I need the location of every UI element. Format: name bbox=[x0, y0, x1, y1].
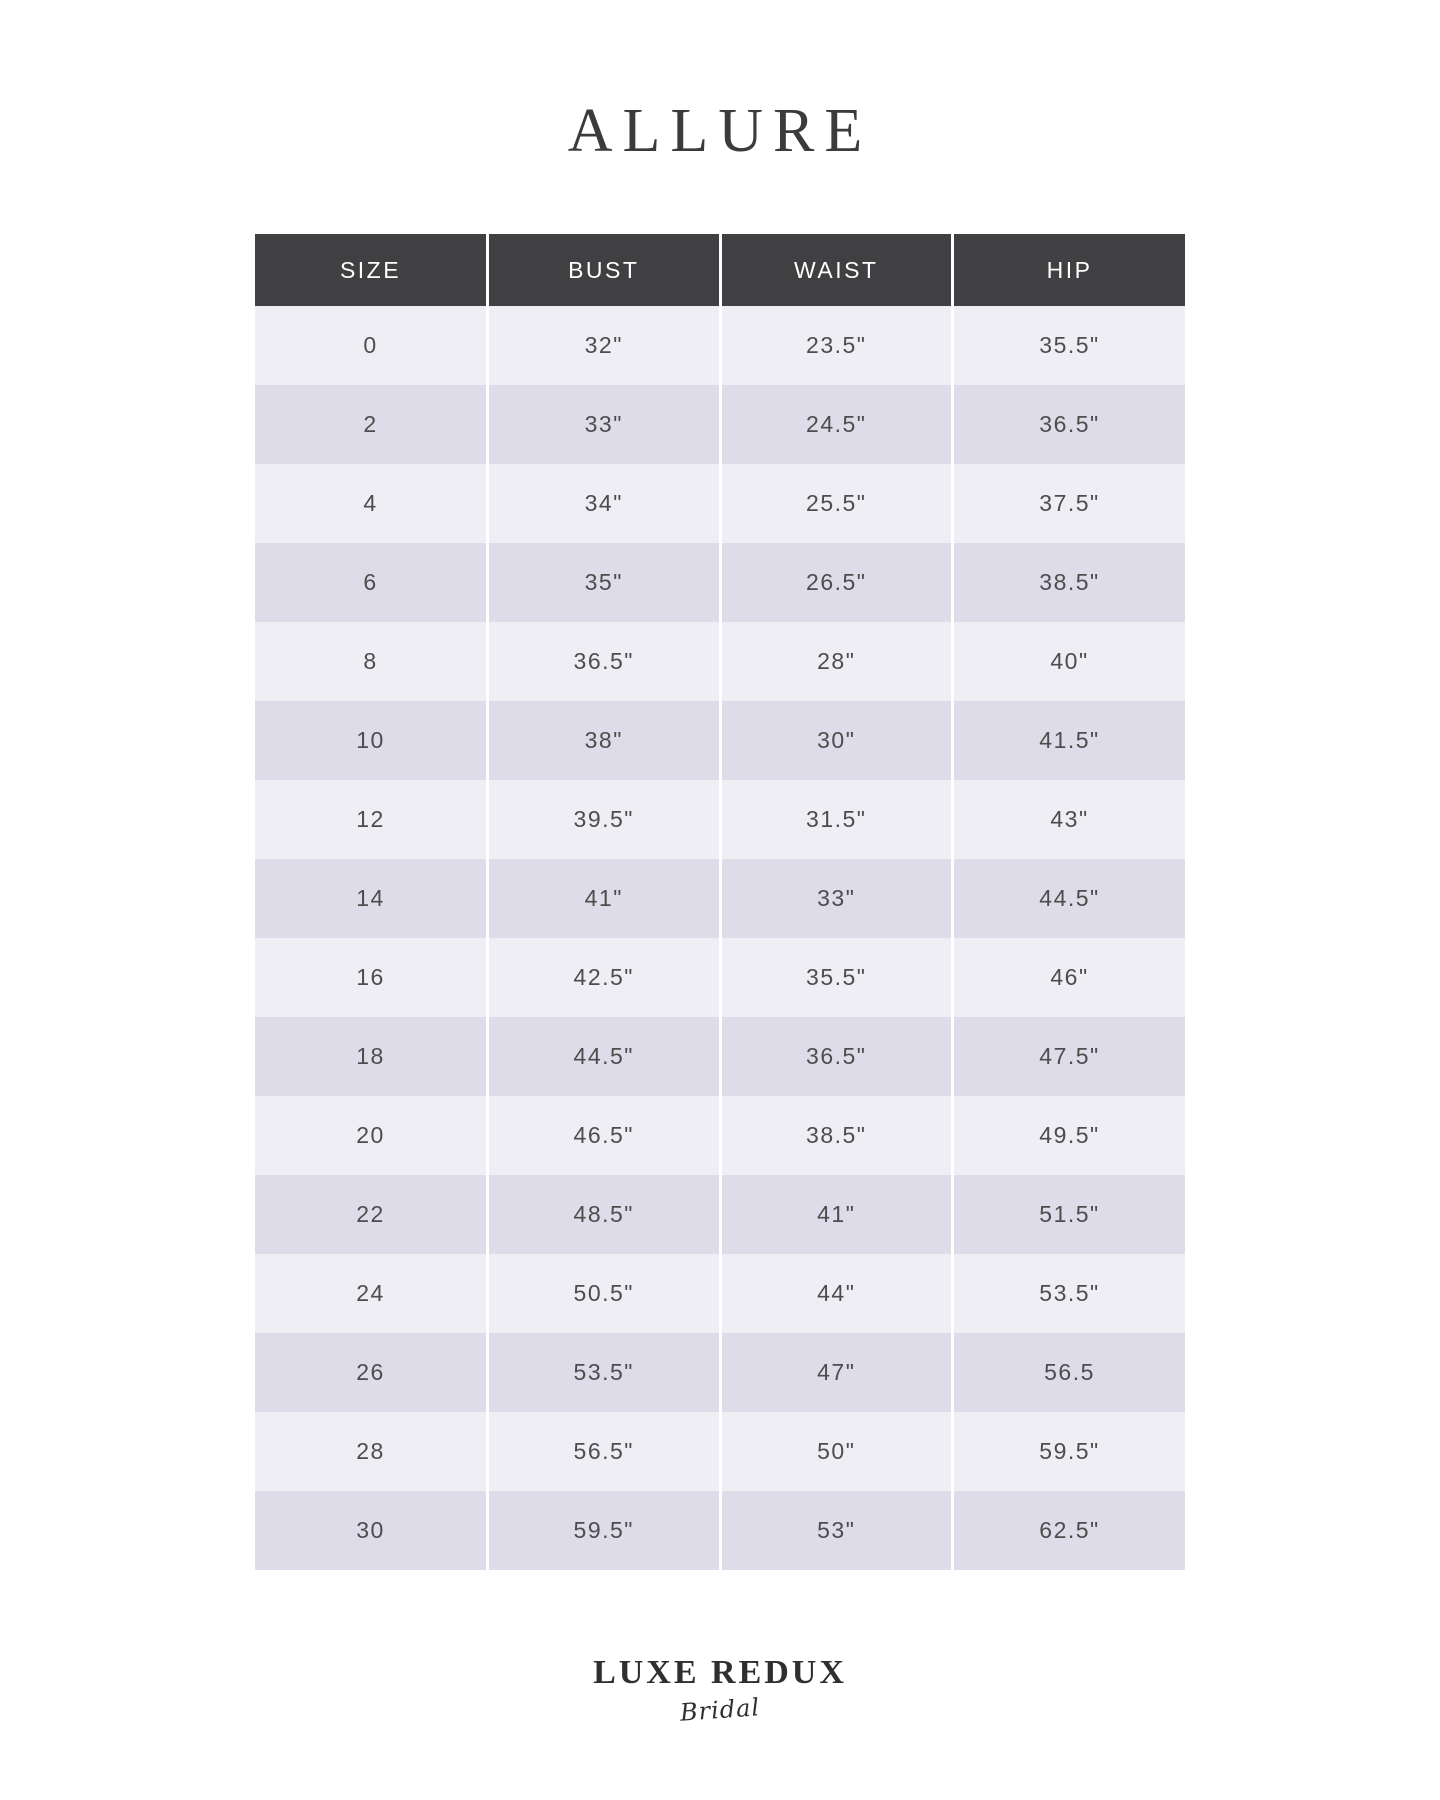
table-row bbox=[255, 385, 1185, 464]
cell-waist: 41" bbox=[720, 1175, 953, 1254]
cell-hip: 37.5" bbox=[953, 464, 1186, 543]
cell-hip: 49.5" bbox=[953, 1096, 1186, 1175]
cell-size: 0 bbox=[255, 306, 488, 385]
cell-bust: 36.5" bbox=[488, 622, 721, 701]
cell-hip: 38.5" bbox=[953, 543, 1186, 622]
table-row bbox=[255, 1096, 1185, 1175]
page-title: ALLURE bbox=[567, 97, 873, 165]
cell-size: 8 bbox=[255, 622, 488, 701]
cell-hip: 40" bbox=[953, 622, 1186, 701]
cell-size: 16 bbox=[255, 938, 488, 1017]
cell-size: 24 bbox=[255, 1254, 488, 1333]
cell-bust: 46.5" bbox=[488, 1096, 721, 1175]
size-chart-table-wrap bbox=[255, 234, 1185, 1570]
cell-waist: 38.5" bbox=[720, 1096, 953, 1175]
column-header-size: SIZE bbox=[255, 234, 488, 306]
cell-hip: 36.5" bbox=[953, 385, 1186, 464]
cell-hip: 43" bbox=[953, 780, 1186, 859]
cell-waist: 23.5" bbox=[720, 306, 953, 385]
cell-hip: 35.5" bbox=[953, 306, 1186, 385]
table-row bbox=[255, 1491, 1185, 1570]
cell-waist: 44" bbox=[720, 1254, 953, 1333]
table-header bbox=[255, 234, 1185, 306]
table-body bbox=[255, 306, 1185, 1570]
column-header-hip: HIP bbox=[953, 234, 1186, 306]
cell-bust: 39.5" bbox=[488, 780, 721, 859]
cell-size: 20 bbox=[255, 1096, 488, 1175]
table-row bbox=[255, 859, 1185, 938]
cell-hip: 62.5" bbox=[953, 1491, 1186, 1570]
cell-size: 4 bbox=[255, 464, 488, 543]
cell-size: 26 bbox=[255, 1333, 488, 1412]
footer-logo-sub: Bridal bbox=[679, 1693, 761, 1727]
cell-bust: 44.5" bbox=[488, 1017, 721, 1096]
table-row bbox=[255, 701, 1185, 780]
table-row bbox=[255, 543, 1185, 622]
cell-bust: 48.5" bbox=[488, 1175, 721, 1254]
table-header-row bbox=[255, 234, 1185, 306]
table-row bbox=[255, 1254, 1185, 1333]
table-row bbox=[255, 1333, 1185, 1412]
cell-bust: 34" bbox=[488, 464, 721, 543]
column-header-bust: BUST bbox=[488, 234, 721, 306]
cell-waist: 25.5" bbox=[720, 464, 953, 543]
cell-size: 18 bbox=[255, 1017, 488, 1096]
table-row bbox=[255, 306, 1185, 385]
cell-bust: 38" bbox=[488, 701, 721, 780]
cell-waist: 53" bbox=[720, 1491, 953, 1570]
table-row bbox=[255, 1412, 1185, 1491]
cell-waist: 26.5" bbox=[720, 543, 953, 622]
cell-hip: 47.5" bbox=[953, 1017, 1186, 1096]
table-row bbox=[255, 938, 1185, 1017]
column-header-waist: WAIST bbox=[720, 234, 953, 306]
table-row bbox=[255, 464, 1185, 543]
cell-waist: 35.5" bbox=[720, 938, 953, 1017]
cell-waist: 33" bbox=[720, 859, 953, 938]
cell-waist: 30" bbox=[720, 701, 953, 780]
cell-size: 10 bbox=[255, 701, 488, 780]
cell-size: 30 bbox=[255, 1491, 488, 1570]
cell-waist: 24.5" bbox=[720, 385, 953, 464]
cell-bust: 33" bbox=[488, 385, 721, 464]
cell-size: 14 bbox=[255, 859, 488, 938]
cell-bust: 53.5" bbox=[488, 1333, 721, 1412]
table-row bbox=[255, 1017, 1185, 1096]
cell-waist: 28" bbox=[720, 622, 953, 701]
cell-bust: 50.5" bbox=[488, 1254, 721, 1333]
cell-bust: 59.5" bbox=[488, 1491, 721, 1570]
cell-hip: 51.5" bbox=[953, 1175, 1186, 1254]
footer-logo bbox=[0, 1654, 1440, 1727]
cell-size: 28 bbox=[255, 1412, 488, 1491]
cell-hip: 56.5 bbox=[953, 1333, 1186, 1412]
cell-bust: 35" bbox=[488, 543, 721, 622]
cell-waist: 36.5" bbox=[720, 1017, 953, 1096]
table-row bbox=[255, 1175, 1185, 1254]
cell-waist: 31.5" bbox=[720, 780, 953, 859]
cell-bust: 41" bbox=[488, 859, 721, 938]
cell-hip: 41.5" bbox=[953, 701, 1186, 780]
cell-bust: 56.5" bbox=[488, 1412, 721, 1491]
cell-hip: 46" bbox=[953, 938, 1186, 1017]
cell-hip: 44.5" bbox=[953, 859, 1186, 938]
cell-hip: 59.5" bbox=[953, 1412, 1186, 1491]
cell-bust: 42.5" bbox=[488, 938, 721, 1017]
cell-waist: 50" bbox=[720, 1412, 953, 1491]
size-chart-table bbox=[255, 234, 1185, 1570]
table-row bbox=[255, 780, 1185, 859]
cell-size: 22 bbox=[255, 1175, 488, 1254]
cell-size: 12 bbox=[255, 780, 488, 859]
cell-bust: 32" bbox=[488, 306, 721, 385]
cell-size: 2 bbox=[255, 385, 488, 464]
cell-waist: 47" bbox=[720, 1333, 953, 1412]
table-row bbox=[255, 622, 1185, 701]
footer-logo-main: LUXE REDUX bbox=[593, 1654, 847, 1691]
cell-hip: 53.5" bbox=[953, 1254, 1186, 1333]
cell-size: 6 bbox=[255, 543, 488, 622]
